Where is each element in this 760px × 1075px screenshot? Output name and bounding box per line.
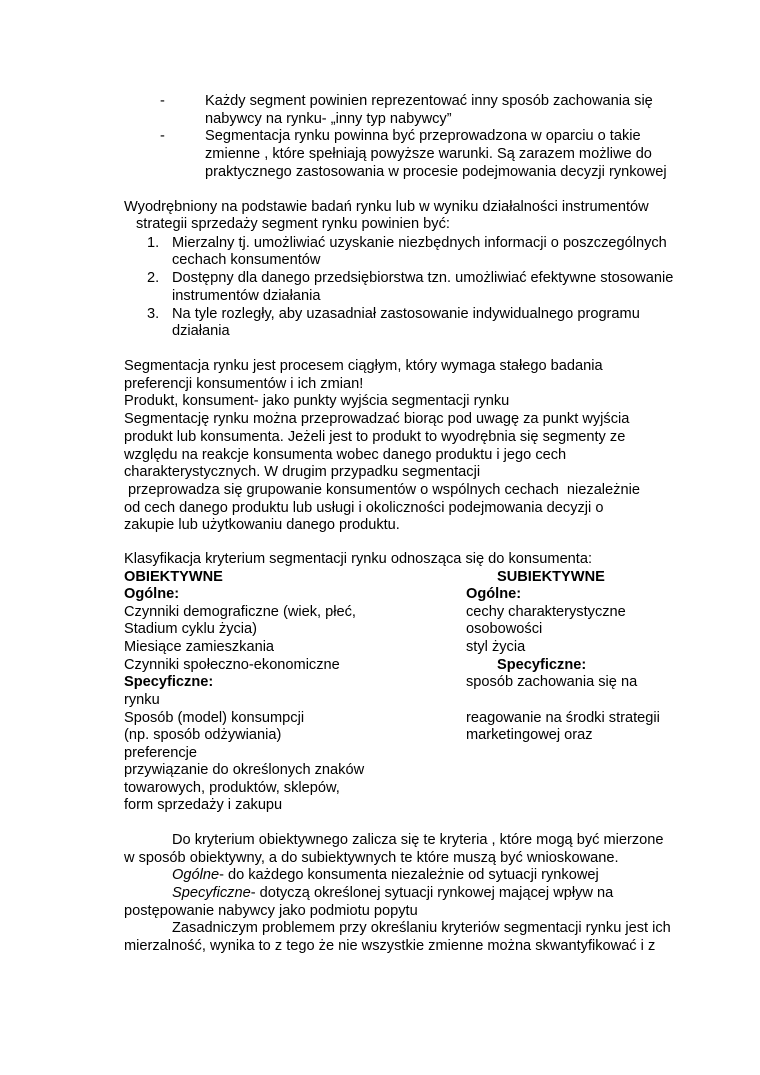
paragraph-line: przeprowadza się grupowanie konsumentów o wspólnych cechach niezależnie xyxy=(124,482,640,498)
list-number: 2. xyxy=(147,270,160,286)
bullet-marker: - xyxy=(160,93,165,109)
closing-line: postępowanie nabywcy jako podmiotu popytu xyxy=(124,903,418,919)
definition-specyficzne: - dotyczą określonej sytuacji rynkowej mającej wpływ na xyxy=(250,885,614,901)
subjective-specific-item: sposób zachowania się na xyxy=(466,674,638,690)
paragraph-line: preferencji konsumentów i ich zmian! xyxy=(124,376,364,392)
list-number: 1. xyxy=(147,235,160,251)
list-number: 3. xyxy=(147,306,160,322)
objective-specific-item: przywiązanie do określonych znaków xyxy=(124,762,365,778)
objective-general-item: Czynniki społeczno-ekonomiczne xyxy=(124,657,340,673)
closing-line: w sposób obiektywny, a do subiektywnych te które muszą być wnioskowane. xyxy=(124,850,619,866)
objective-specific-item: Sposób (model) konsumpcji xyxy=(124,710,305,726)
objective-general-heading: Ogólne: xyxy=(124,586,180,602)
bullet-marker: - xyxy=(160,128,165,144)
paragraph-line: od cech danego produktu lub usługi i okoliczności podejmowania decyzji o xyxy=(124,500,604,516)
list-item-text: działania xyxy=(172,323,230,339)
intro-line: strategii sprzedaży segment rynku powinien być: xyxy=(136,216,450,232)
objective-specific-item: form sprzedaży i zakupu xyxy=(124,797,283,813)
objective-specific-item: (np. sposób odżywiania) xyxy=(124,727,282,743)
paragraph-line: Segmentacja rynku jest procesem ciągłym, który wymaga stałego badania xyxy=(124,358,603,374)
bullet-text: praktycznego zastosowania w procesie podejmowania decyzji rynkowej xyxy=(205,164,667,180)
objective-general-item: Miesiące zamieszkania xyxy=(124,639,275,655)
bullet-text: zmienne , które spełniają powyższe warunki. Są zarazem możliwe do xyxy=(205,146,652,162)
paragraph-line: zakupie lub użytkowaniu danego produktu. xyxy=(124,517,400,533)
intro-line: Wyodrębniony na podstawie badań rynku lub w wyniku działalności instrumentów xyxy=(124,199,649,215)
subjective-heading: SUBIEKTYWNE xyxy=(497,569,605,585)
closing-line: Zasadniczym problemem przy określaniu kryteriów segmentacji rynku jest ich xyxy=(172,920,671,936)
subjective-specific-item: marketingowej oraz xyxy=(466,727,593,743)
paragraph-line: charakterystycznych. W drugim przypadku segmentacji xyxy=(124,464,481,480)
bullet-text: nabywcy na rynku- „inny typ nabywcy” xyxy=(205,111,452,127)
paragraph-line: Segmentację rynku można przeprowadzać biorąc pod uwagę za punkt wyjścia xyxy=(124,411,630,427)
objective-general-item: Czynniki demograficzne (wiek, płeć, xyxy=(124,604,356,620)
closing-definition-specific xyxy=(172,884,613,902)
list-item-text: instrumentów działania xyxy=(172,288,321,304)
definition-ogolne: - do każdego konsumenta niezależnie od sytuacji rynkowej xyxy=(219,867,599,883)
list-item-text: Mierzalny tj. umożliwiać uzyskanie niezbędnych informacji o poszczególnych xyxy=(172,235,667,251)
objective-specific-item: preferencje xyxy=(124,745,198,761)
closing-line: mierzalność, wynika to z tego że nie wszystkie zmienne można skwantyfikować i z xyxy=(124,938,656,954)
objective-specific-item: towarowych, produktów, sklepów, xyxy=(124,780,340,796)
paragraph-line: względu na reakcje konsumenta wobec danego produktu i jego cech xyxy=(124,447,567,463)
term-ogolne: Ogólne xyxy=(172,867,220,883)
classification-title: Klasyfikacja kryterium segmentacji rynku odnosząca się do konsumenta: xyxy=(124,551,593,567)
list-item-text: Na tyle rozległy, aby uzasadniał zastosowanie indywidualnego programu xyxy=(172,306,640,322)
subjective-specific-item: reagowanie na środki strategii xyxy=(466,710,660,726)
closing-definition-general xyxy=(172,866,599,884)
subjective-specific-heading: Specyficzne: xyxy=(497,657,587,673)
subjective-general-heading: Ogólne: xyxy=(466,586,522,602)
closing-line: Do kryterium obiektywnego zalicza się te kryteria , które mogą być mierzone xyxy=(172,832,664,848)
bullet-text: Każdy segment powinien reprezentować inny sposób zachowania się xyxy=(205,93,653,109)
bullet-text: Segmentacja rynku powinna być przeprowadzona w oparciu o takie xyxy=(205,128,641,144)
term-specyficzne: Specyficzne xyxy=(172,885,251,901)
subjective-general-item: styl życia xyxy=(466,639,526,655)
objective-general-item: Stadium cyklu życia) xyxy=(124,621,258,637)
paragraph-line: Produkt, konsument- jako punkty wyjścia segmentacji rynku xyxy=(124,393,510,409)
list-item-text: cechach konsumentów xyxy=(172,252,321,268)
list-item-text: Dostępny dla danego przedsiębiorstwa tzn. umożliwiać efektywne stosowanie xyxy=(172,270,674,286)
subjective-general-item: cechy charakterystyczne xyxy=(466,604,626,620)
objective-specific-item: rynku xyxy=(124,692,160,708)
subjective-general-item: osobowości xyxy=(466,621,543,637)
paragraph-line: produkt lub konsumenta. Jeżeli jest to produkt to wyodrębnia się segmenty ze xyxy=(124,429,626,445)
objective-specific-heading: Specyficzne: xyxy=(124,674,214,690)
objective-heading: OBIEKTYWNE xyxy=(124,569,223,585)
